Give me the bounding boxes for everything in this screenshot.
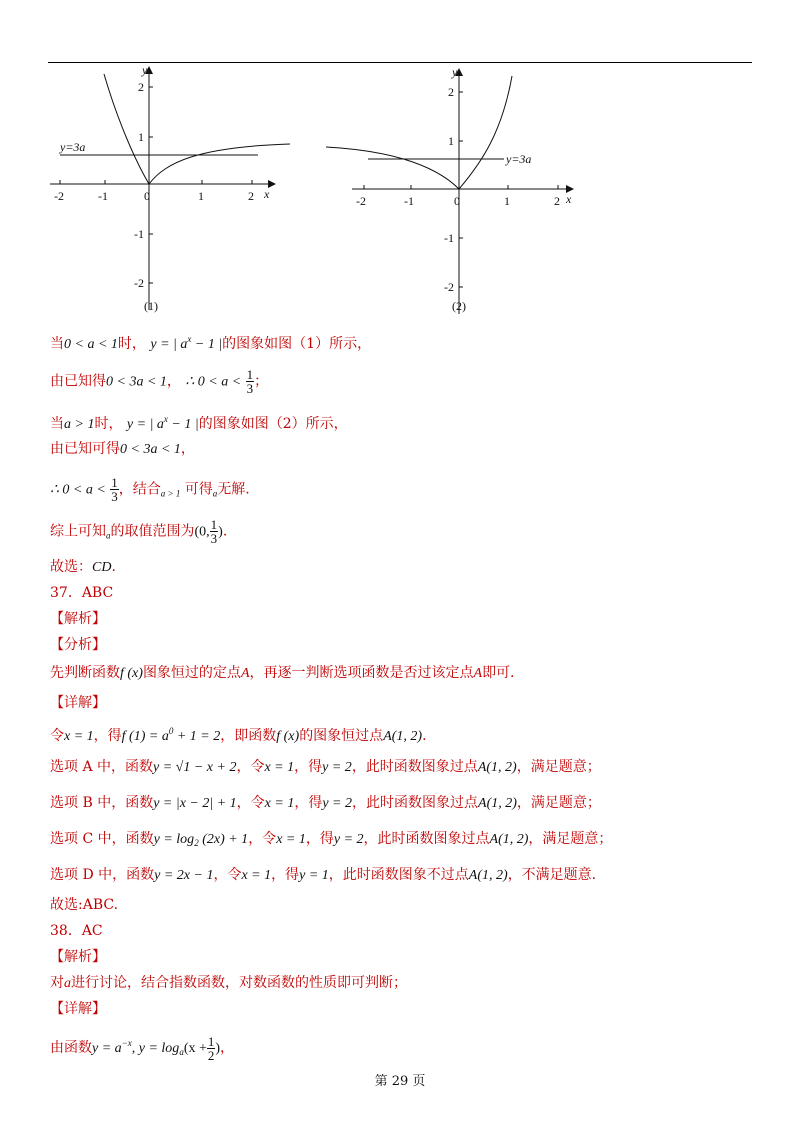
text-line: 当0 < a < 1时， y = | $a^x - 1$ |的图象如图（1）所示， <box>50 334 372 352</box>
text-line: 选项 D 中，函数y = 2x − 1，令x = 1，得y = 1，此时函数图象不过点A(1, 2)，不满足题意. <box>50 867 597 883</box>
graph-1-curve <box>104 74 290 184</box>
graph-2-ytick: 1 <box>448 134 454 148</box>
text-line: 38．AC <box>50 923 103 939</box>
fraction: $\frac{1}{3}$ <box>111 475 118 504</box>
text-line: 当a > 1时， y = | $a^x - 1$ |的图象如图（2）所示， <box>50 414 348 432</box>
text-line: 对a进行讨论，结合指数函数，对数函数的性质即可判断； <box>50 975 407 991</box>
graph-2-ytick: -2 <box>444 280 454 294</box>
text-line: 37．ABC <box>50 585 114 601</box>
graph-2-ytick: -1 <box>444 231 454 245</box>
fraction: $\frac{1}{3}$ <box>210 517 218 546</box>
text-line: 由已知得0 < 3a < 1， ∴ 0 < a < $\frac{1}{3}$ ； <box>50 367 269 396</box>
graph-1-xtick: 2 <box>248 189 254 203</box>
text-line: 由已知可得0 < 3a < 1， <box>50 441 195 457</box>
fraction: $\frac{1}{3}$ <box>246 367 254 396</box>
graph-2 <box>322 62 582 322</box>
section-tag: 【解析】 <box>50 949 106 965</box>
graph-2-curve <box>326 76 512 189</box>
graph-1-ytick: -2 <box>134 276 144 290</box>
text-line: 先判断函数f (x)图象恒过的定点A，再逐一判断选项函数是否过该定点A即可. <box>50 665 515 681</box>
graph-1-xtick: 0 <box>144 189 150 203</box>
text-line: 选项 B 中，函数y = |x − 2| + 1，令x = 1，得y = 2，此时函数图象过点A(1, 2)，满足题意； <box>50 795 601 811</box>
graph-2-x-label: x <box>566 192 572 206</box>
graph-2-caption: (2) <box>452 299 466 313</box>
graph-2-xtick: 2 <box>554 194 560 208</box>
text-line: 故选:ABC. <box>50 897 119 913</box>
graph-1-ytick: 2 <box>138 80 144 94</box>
graph-1-line-label: y=3a <box>60 140 86 154</box>
graph-1-ytick: -1 <box>134 227 144 241</box>
section-tag: 【解析】 <box>50 611 106 627</box>
graph-2-xtick: -2 <box>356 194 366 208</box>
graph-1-y-label: y <box>142 63 148 77</box>
graph-1-xtick: 1 <box>198 189 204 203</box>
section-tag: 【分析】 <box>50 637 106 653</box>
text-line: ∴ 0 < a < $\frac{1}{3}$ ，结合$_{a > 1}$ 可得$_a$无解. <box>50 475 250 504</box>
text-line: 选项 C 中，函数$y = \log_2 (2x) + 1$，令x = 1，得y = 2，此时函数图象过点A(1, 2)，满足题意； <box>50 831 613 848</box>
text-line: 故选：CD. <box>50 559 116 575</box>
fraction: $\frac{1}{2}$ <box>207 1033 215 1063</box>
graph-1-xtick: -1 <box>98 189 108 203</box>
section-tag: 【详解】 <box>50 1001 106 1017</box>
section-tag: 【详解】 <box>50 695 106 711</box>
graph-1 <box>48 62 298 322</box>
graph-2-xtick: 0 <box>454 194 460 208</box>
text-line: 由函数$y = a^{-x}$, $y = \log_a(x$ + $\frac{1}{2}$ )， <box>50 1033 235 1063</box>
graph-2-xtick: 1 <box>504 194 510 208</box>
graph-2-xtick: -1 <box>404 194 414 208</box>
graph-1-ytick: 1 <box>138 130 144 144</box>
text-line: 综上可知$_a$的取值范围为(0, $\frac{1}{3}$ ). <box>50 517 228 546</box>
graph-1-xtick: -2 <box>54 189 64 203</box>
graph-1-caption: (1) <box>144 299 158 313</box>
graph-1-x-label: x <box>264 187 270 201</box>
graph-2-ytick: 2 <box>448 85 454 99</box>
text-line: 令x = 1，得f $(1) = a^0 + 1 = 2$，即函数f (x)的图象恒过点A(1, 2). <box>50 726 427 744</box>
text-line: 选项 A 中，函数y = √1 − x + 2，令x = 1，得y = 2，此时函数图象过点A(1, 2)，满足题意； <box>50 759 601 775</box>
graph-2-y-label: y <box>452 65 458 79</box>
graph-2-line-label: y=3a <box>506 152 532 166</box>
page-number: 第 29 页 <box>374 1074 426 1089</box>
